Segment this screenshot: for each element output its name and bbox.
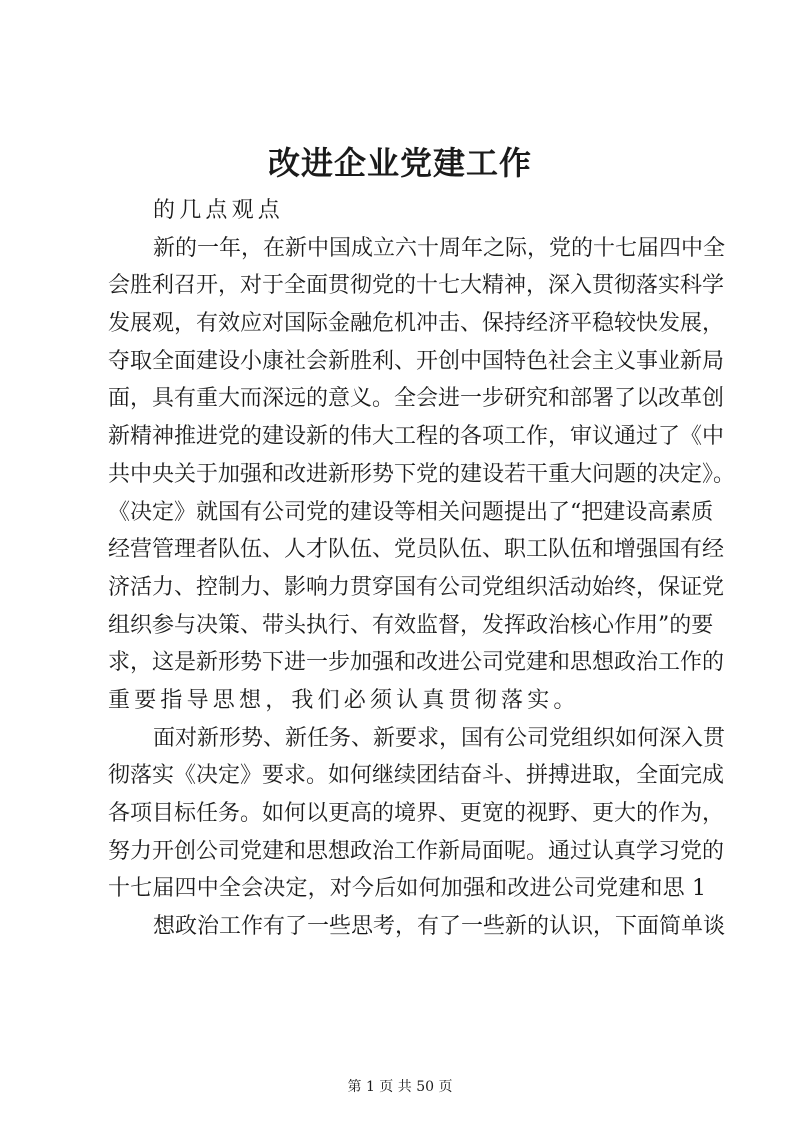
page-footer: 第 1 页 共 50 页	[347, 1079, 453, 1095]
body-text-line: 彻落实《决定》要求。如何继续团结奋斗、拼搏进取，全面完成	[108, 763, 725, 789]
body-text-line: 共中央关于加强和改进新形势下党的建设若干重大问题的决定》。	[108, 461, 736, 487]
body-text-line: 十七届四中全会决定，对今后如何加强和改进公司党建和思 1	[108, 876, 706, 902]
body-text-line: 经营管理者队伍、人才队伍、党员队伍、职工队伍和增强国有经	[108, 537, 725, 563]
body-text-line: 新的一年，在新中国成立六十周年之际，党的十七届四中全	[153, 235, 726, 261]
body-text-line: 面，具有重大而深远的意义。全会进一步研究和部署了以改革创	[108, 386, 725, 412]
body-text-line: 组织参与决策、带头执行、有效监督，发挥政治核心作用”的要	[108, 612, 714, 638]
body-text-line: 努力开创公司党建和思想政治工作新局面呢。通过认真学习党的	[108, 838, 725, 864]
body-text-line: 重要指导思想，我们必须认真贯彻落实。	[108, 687, 580, 713]
body-text-line: 的几点观点	[153, 198, 285, 223]
body-text-line: 《决定》就国有公司党的建设等相关问题提出了“把建设高素质	[108, 499, 714, 525]
body-text-line: 会胜利召开，对于全面贯彻党的十七大精神，深入贯彻落实科学	[108, 273, 725, 299]
document-title: 改进企业党建工作	[267, 144, 532, 182]
body-text-line: 发展观，有效应对国际金融危机冲击、保持经济平稳较快发展，	[108, 311, 725, 337]
body-text-line: 求，这是新形势下进一步加强和改进公司党建和思想政治工作的	[108, 650, 725, 676]
document-body	[108, 192, 736, 946]
body-text-line: 夺取全面建设小康社会新胜利、开创中国特色社会主义事业新局	[108, 348, 725, 374]
body-text-line: 各项目标任务。如何以更高的境界、更宽的视野、更大的作为，	[108, 801, 725, 826]
body-text-line: 想政治工作有了一些思考，有了一些新的认识，下面简单谈	[153, 914, 726, 940]
body-text-line: 面对新形势、新任务、新要求，国有公司党组织如何深入贯	[153, 725, 726, 751]
body-text-line: 济活力、控制力、影响力贯穿国有公司党组织活动始终，保证党	[108, 574, 725, 600]
body-text-line: 新精神推进党的建设新的伟大工程的各项工作，审议通过了《中	[108, 424, 725, 450]
